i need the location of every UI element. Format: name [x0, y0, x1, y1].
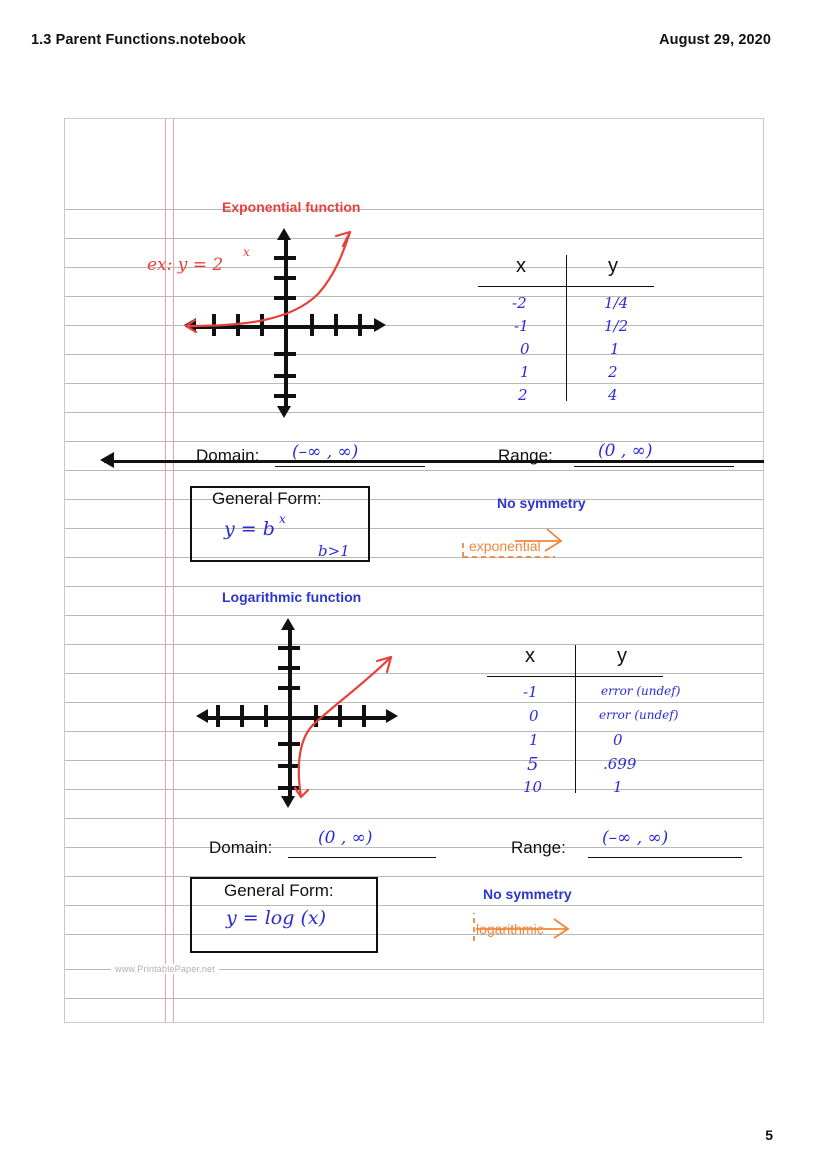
exponential-symmetry: No symmetry	[497, 495, 586, 511]
table-cell: error (undef)	[601, 684, 681, 698]
logarithmic-domain-label: Domain:	[209, 838, 273, 857]
exponential-section-label: Exponential function	[222, 199, 361, 215]
rule-line	[65, 528, 763, 529]
exponential-curve	[180, 222, 380, 337]
table-header-y: y	[608, 255, 618, 277]
paper-credit: www.PrintablePaper.net	[111, 964, 219, 974]
exponential-general-form-exponent: x	[279, 512, 286, 526]
exponential-domain-rule	[275, 466, 425, 467]
table-cell: 10	[523, 778, 543, 796]
table-cell: .699	[603, 755, 637, 773]
logarithmic-annotation-label: logarithmic	[476, 921, 544, 937]
rule-line	[65, 441, 763, 442]
logarithmic-range-label: Range:	[511, 838, 566, 857]
table-header-y: y	[617, 645, 627, 667]
table-header-x: x	[516, 255, 526, 277]
rule-line	[65, 557, 763, 558]
rule-line	[65, 325, 763, 326]
rule-line	[65, 998, 763, 999]
exponential-range-label: Range:	[498, 446, 553, 465]
exponential-general-form-value: y = b	[224, 518, 275, 540]
table-cell: 1	[529, 731, 539, 749]
section-separator	[104, 460, 764, 463]
rule-line	[65, 876, 763, 877]
table-cell: -1	[514, 317, 529, 335]
table-cell: 1	[613, 778, 623, 796]
logarithmic-section-label: Logarithmic function	[222, 589, 362, 605]
logarithmic-general-form-value: y = log (x)	[226, 907, 326, 929]
logarithmic-symmetry: No symmetry	[483, 886, 572, 902]
table-cell: 0	[529, 707, 539, 725]
rule-line	[65, 934, 763, 935]
rule-line	[65, 470, 763, 471]
logarithmic-general-form-label: General Form:	[224, 881, 334, 900]
rule-line	[65, 586, 763, 587]
table-cell: 1	[610, 340, 620, 358]
table-header-x: x	[525, 645, 535, 667]
table-cell: 2	[518, 386, 528, 404]
exponential-example-exponent: x	[243, 245, 250, 259]
table-cell: 0	[520, 340, 530, 358]
exponential-example: ex: y = 2	[147, 255, 224, 275]
logarithmic-domain-rule	[288, 857, 436, 858]
table-cell: -1	[523, 683, 538, 701]
exponential-general-form-note: b>1	[318, 542, 350, 560]
table-cell: 1	[520, 363, 530, 381]
exponential-domain-label: Domain:	[196, 446, 260, 465]
rule-line	[65, 354, 763, 355]
ruled-paper-sheet	[64, 118, 764, 1023]
logarithmic-domain-value: (0 , ∞)	[318, 828, 373, 848]
rule-line	[65, 238, 763, 239]
page-number: 5	[765, 1127, 773, 1143]
logarithmic-range-value: (–∞ , ∞)	[602, 828, 669, 848]
rule-line	[65, 296, 763, 297]
exponential-annotation-label: exponential	[469, 538, 541, 554]
rule-line	[65, 818, 763, 819]
rule-line	[65, 383, 763, 384]
logarithmic-range-rule	[588, 857, 742, 858]
page-date: August 29, 2020	[659, 32, 771, 48]
table-cell: 1/2	[604, 317, 629, 335]
exponential-range-rule	[574, 466, 734, 467]
table-cell: error (undef)	[599, 708, 679, 722]
rule-line	[65, 615, 763, 616]
rule-line	[65, 412, 763, 413]
table-cell: -2	[512, 294, 527, 312]
logarithmic-curve	[285, 645, 415, 805]
table-cell: 0	[613, 731, 623, 749]
table-cell: 5	[527, 754, 539, 775]
rule-line	[65, 499, 763, 500]
table-cell: 4	[608, 386, 618, 404]
exponential-range-value: (0 , ∞)	[598, 441, 653, 461]
rule-line	[65, 905, 763, 906]
table-cell: 1/4	[604, 294, 629, 312]
table-cell: 2	[608, 363, 618, 381]
rule-line	[65, 209, 763, 210]
page-title: 1.3 Parent Functions.notebook	[31, 32, 246, 48]
exponential-general-form-label: General Form:	[212, 489, 322, 508]
exponential-domain-value: (–∞ , ∞)	[292, 442, 359, 462]
